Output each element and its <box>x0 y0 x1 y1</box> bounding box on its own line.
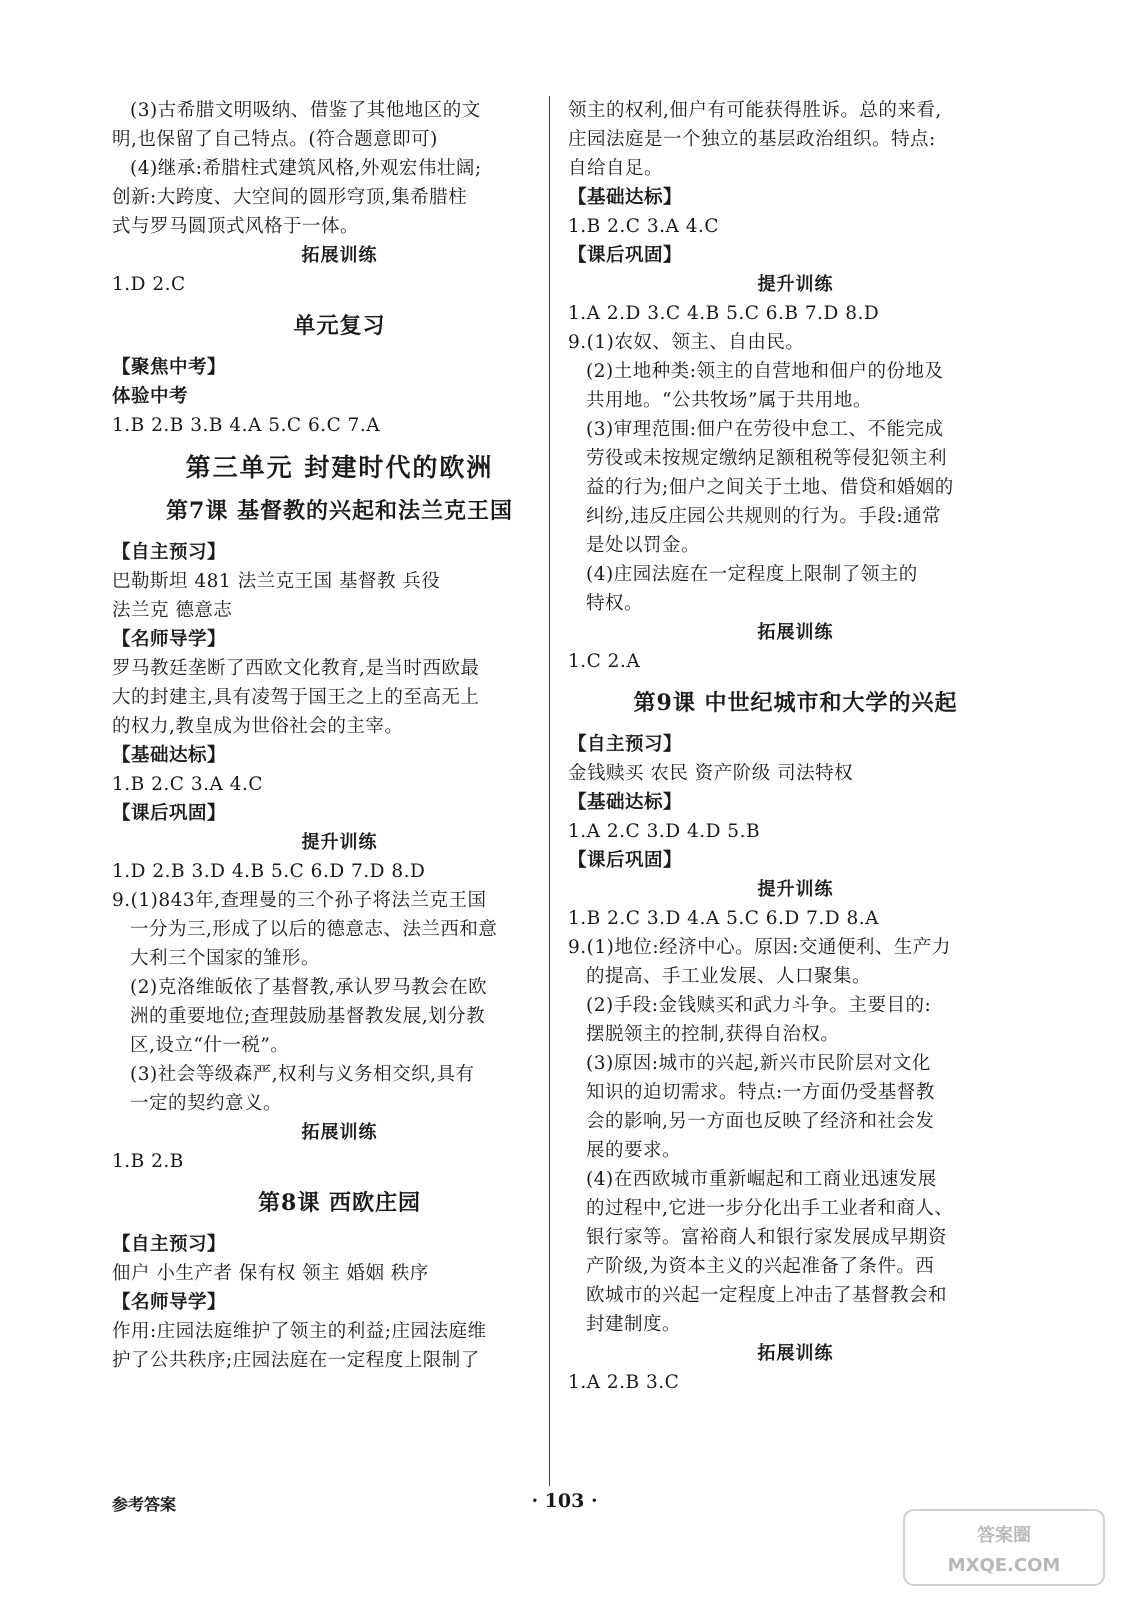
text-line: 作用:庄园法庭维护了领主的利益;庄园法庭维 <box>112 1321 487 1342</box>
text-line: 式与罗马圆顶式风格于一体。 <box>112 216 360 237</box>
lesson-title: 第8课 西欧庄园 <box>258 1190 421 1216</box>
section-subtitle: 拓展训练 <box>301 245 378 266</box>
text-line: 9.(1)农奴、领主、自由民。 <box>568 332 805 353</box>
text-line: 1.B 2.C 3.D 4.A 5.C 6.D 7.D 8.A <box>568 908 879 929</box>
text-line: 会的影响,另一方面也反映了经济和社会发 <box>586 1111 935 1132</box>
section-label: 【基础达标】 <box>568 792 683 813</box>
text-line: (3)审理范围:佃户在劳役中怠工、不能完成 <box>586 419 944 440</box>
text-line: 是处以罚金。 <box>586 535 701 556</box>
text-line: 的过程中,它进一步分化出手工业者和商人、 <box>586 1198 954 1219</box>
text-line: 1.B 2.C 3.A 4.C <box>112 774 264 795</box>
text-line: 佃户 小生产者 保有权 领主 婚姻 秩序 <box>112 1263 429 1284</box>
text-line: 领主的权利,佃户有可能获得胜诉。总的来看, <box>568 100 942 121</box>
spacer <box>112 440 567 452</box>
text-line: 知识的迫切需求。特点:一方面仍受基督教 <box>586 1082 935 1103</box>
section-label: 【基础达标】 <box>568 187 683 208</box>
text-line: 1.C 2.A <box>568 651 641 672</box>
section-label: 【聚焦中考】 <box>112 357 227 378</box>
text-line: 护了公共秩序;庄园法庭在一定程度上限制了 <box>112 1350 480 1371</box>
section-label: 【课后巩固】 <box>112 803 227 824</box>
text-line: 纠纷,违反庄园公共规则的行为。手段:通常 <box>586 506 942 527</box>
text-line: 一分为三,形成了以后的德意志、法兰西和意 <box>130 919 498 940</box>
watermark-bottom-text: MXQE.COM <box>947 1555 1061 1576</box>
text-line: 的权力,教皇成为世俗社会的主宰。 <box>112 716 404 737</box>
text-line: 一定的契约意义。 <box>130 1093 283 1114</box>
text-line: (2)手段:金钱赎买和武力斗争。主要目的: <box>586 995 932 1016</box>
text-line: 9.(1)843年,查理曼的三个孙子将法兰克王国 <box>112 890 487 911</box>
text-line: (4)继承:希腊柱式建筑风格,外观宏伟壮阔; <box>130 158 482 179</box>
spacer <box>568 718 1023 730</box>
spacer <box>112 1218 567 1230</box>
text-line: 欧城市的兴起一定程度上冲击了基督教会和 <box>586 1285 948 1306</box>
text-line: 1.B 2.C 3.A 4.C <box>568 216 720 237</box>
text-line: 洲的重要地位;查理鼓励基督教发展,划分教 <box>130 1006 486 1027</box>
section-label: 【名师导学】 <box>112 1292 227 1313</box>
unit-title: 第三单元 封建时代的欧洲 <box>185 453 494 482</box>
section-subtitle: 拓展训练 <box>757 622 834 643</box>
section-label: 体验中考 <box>112 386 189 407</box>
text-line: 展的要求。 <box>586 1140 682 1161</box>
spacer <box>112 299 567 311</box>
text-line: 明,也保留了自己特点。(符合题意即可) <box>112 129 438 150</box>
text-line: 1.A 2.B 3.C <box>568 1372 680 1393</box>
column-divider <box>549 96 550 1486</box>
section-subtitle: 提升训练 <box>757 274 834 295</box>
text-line: 银行家等。富裕商人和银行家发展成早期资 <box>586 1227 948 1248</box>
section-subtitle: 提升训练 <box>301 832 378 853</box>
text-line: 创新:大跨度、大空间的圆形穹顶,集希腊柱 <box>112 187 468 208</box>
text-line: 劳役或未按规定缴纳足额租税等侵犯领主利 <box>586 448 948 469</box>
text-line: 特权。 <box>586 593 644 614</box>
section-label: 【课后巩固】 <box>568 245 683 266</box>
section-label: 【名师导学】 <box>112 629 227 650</box>
text-line: 庄园法庭是一个独立的基层政治组织。特点: <box>568 129 936 150</box>
section-label: 【自主预习】 <box>112 542 227 563</box>
text-line: 区,设立“什一税”。 <box>130 1035 290 1056</box>
text-line: 9.(1)地位:经济中心。原因:交通便利、生产力 <box>568 937 951 958</box>
text-line: 产阶级,为资本主义的兴起准备了条件。西 <box>586 1256 935 1277</box>
text-line: 1.B 2.B <box>112 1151 184 1172</box>
section-subtitle: 拓展训练 <box>301 1122 378 1143</box>
section-label: 【基础达标】 <box>112 745 227 766</box>
section-label: 【自主预习】 <box>112 1234 227 1255</box>
text-line: 1.D 2.B 3.D 4.B 5.C 6.D 7.D 8.D <box>112 861 426 882</box>
text-line: 大的封建主,具有凌驾于国王之上的至高无上 <box>112 687 480 708</box>
text-line: 罗马教廷垄断了西欧文化教育,是当时西欧最 <box>112 658 480 679</box>
watermark-logo <box>899 1505 1109 1590</box>
spacer <box>112 341 567 353</box>
text-line: 巴勒斯坦 481 法兰克王国 基督教 兵役 <box>112 571 441 592</box>
spacer <box>112 526 567 538</box>
left-column <box>112 96 567 1375</box>
text-line: 法兰克 德意志 <box>112 600 233 621</box>
lesson-title: 第9课 中世纪城市和大学的兴起 <box>633 690 958 716</box>
text-line: 大利三个国家的雏形。 <box>130 948 321 969</box>
text-line: 1.A 2.C 3.D 4.D 5.B <box>568 821 761 842</box>
text-line: (2)克洛维皈依了基督教,承认罗马教会在欧 <box>130 977 488 998</box>
lesson-title: 第7课 基督教的兴起和法兰克王国 <box>166 498 513 524</box>
text-line: 金钱赎买 农民 资产阶级 司法特权 <box>568 763 854 784</box>
watermark-top-text: 答案圈 <box>977 1525 1031 1546</box>
footer-label: 参考答案 <box>112 1495 177 1514</box>
spacer <box>112 484 567 496</box>
text-line: 封建制度。 <box>586 1314 682 1335</box>
spacer <box>112 1176 567 1188</box>
text-line: (4)在西欧城市重新崛起和工商业迅速发展 <box>586 1169 937 1190</box>
spacer <box>568 676 1023 688</box>
section-subtitle: 拓展训练 <box>757 1343 834 1364</box>
text-line: 共用地。“公共牧场”属于共用地。 <box>586 390 872 411</box>
section-label: 【自主预习】 <box>568 734 683 755</box>
text-line: 1.B 2.B 3.B 4.A 5.C 6.C 7.A <box>112 415 381 436</box>
text-line: (3)社会等级森严,权利与义务相交织,具有 <box>130 1064 475 1085</box>
text-line: 益的行为;佃户之间关于土地、借贷和婚姻的 <box>586 477 954 498</box>
text-line: 1.A 2.D 3.C 4.B 5.C 6.B 7.D 8.D <box>568 303 880 324</box>
right-column <box>568 96 1023 1397</box>
text-line: (4)庄园法庭在一定程度上限制了领主的 <box>586 564 918 585</box>
text-line: 的提高、手工业发展、人口聚集。 <box>586 966 872 987</box>
text-line: 摆脱领主的控制,获得自治权。 <box>586 1024 840 1045</box>
text-line: 自给自足。 <box>568 158 664 179</box>
page-number: · 103 · <box>531 1490 598 1512</box>
text-line: 1.D 2.C <box>112 274 186 295</box>
text-line: (2)土地种类:领主的自营地和佃户的份地及 <box>586 361 944 382</box>
text-line: (3)古希腊文明吸纳、借鉴了其他地区的文 <box>130 100 481 121</box>
lesson-title: 单元复习 <box>293 313 386 339</box>
section-label: 【课后巩固】 <box>568 850 683 871</box>
section-subtitle: 提升训练 <box>757 879 834 900</box>
text-line: (3)原因:城市的兴起,新兴市民阶层对文化 <box>586 1053 931 1074</box>
